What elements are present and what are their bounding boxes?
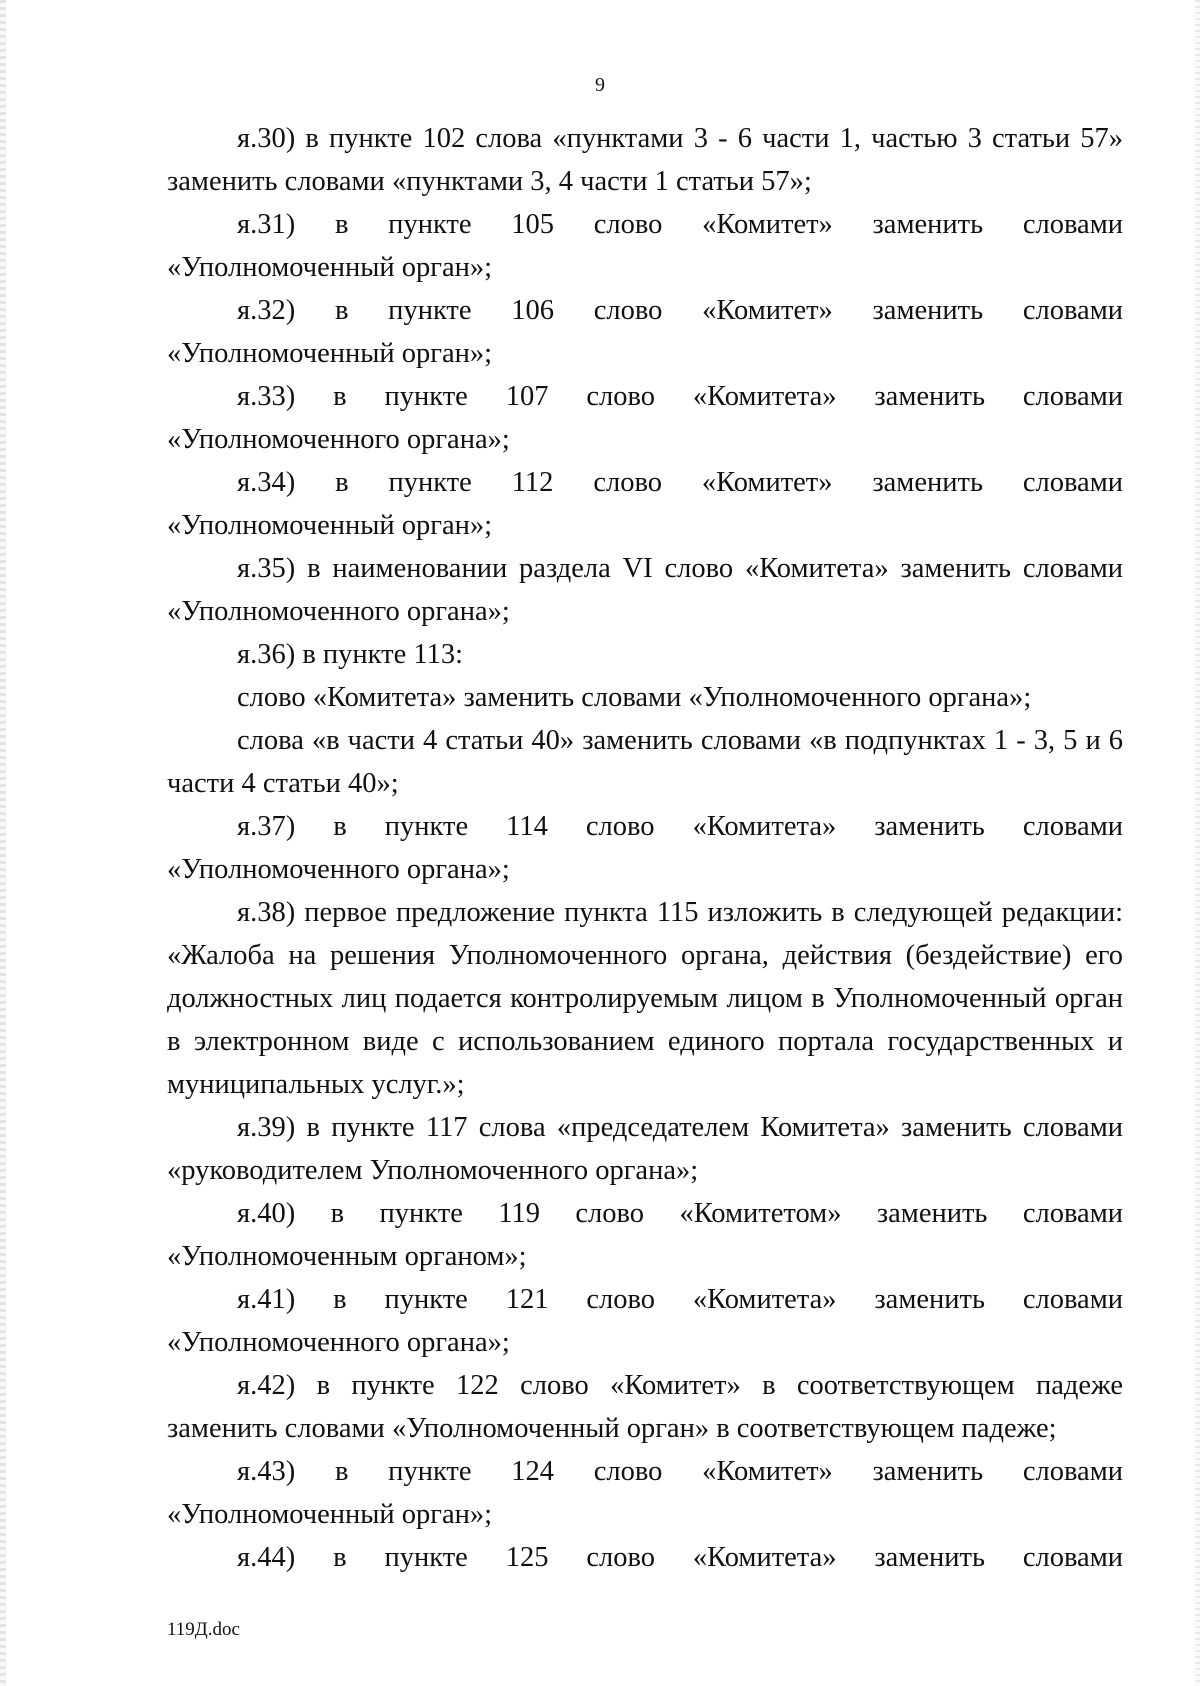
paragraph-34: я.34) в пункте 112 слово «Комитет» заменить словами «Уполномоченный орган»; [167,467,1123,541]
paragraph-37: я.37) в пункте 114 слово «Комитета» заменить словами «Уполномоченного органа»; [167,811,1123,885]
paragraph-39: я.39) в пункте 117 слова «председателем Комитета» заменить словами «руководителем Уполномоченного органа»; [167,1112,1123,1186]
scan-edge-right [1195,0,1200,1686]
page-number: 9 [595,74,605,96]
paragraph-41: я.41) в пункте 121 слово «Комитета» заменить словами «Уполномоченного органа»; [167,1284,1123,1358]
paragraph-44: я.44) в пункте 125 слово «Комитета» заменить словами [237,1542,1123,1573]
paragraph-32: я.32) в пункте 106 слово «Комитет» заменить словами «Уполномоченный орган»; [167,295,1123,369]
paragraph-43: я.43) в пункте 124 слово «Комитет» заменить словами «Уполномоченный орган»; [167,1456,1123,1530]
footer-filename: 119Д.doc [167,1619,240,1640]
paragraph-42: я.42) в пункте 122 слово «Комитет» в соответствующем падеже заменить словами «Уполномоченный орган» в соответствующем падеже; [167,1370,1123,1444]
document-body [167,117,1123,1579]
paragraph-35: я.35) в наименовании раздела VI слово «Комитета» заменить словами «Уполномоченного органа»; [167,553,1123,627]
paragraph-36-item-1: слово «Комитета» заменить словами «Уполномоченного органа»; [237,682,1032,713]
paragraph-38: я.38) первое предложение пункта 115 изложить в следующей редакции: «Жалоба на решения Уполномоченного органа, действия (бездействие) его должностных лиц подается контролируемым лицом в Уполномоченный орган в электронном виде с использованием единого портала государственных и муниципальных услуг.»; [167,897,1123,1100]
paragraph-36-item-2: слова «в части 4 статьи 40» заменить словами «в подпунктах 1 - 3, 5 и 6 части 4 статьи 40»; [167,725,1123,799]
scan-edge-left [0,0,6,1686]
paragraph-33: я.33) в пункте 107 слово «Комитета» заменить словами «Уполномоченного органа»; [167,381,1123,455]
paragraph-36: я.36) в пункте 113: [237,639,463,670]
paragraph-40: я.40) в пункте 119 слово «Комитетом» заменить словами «Уполномоченным органом»; [167,1198,1123,1272]
paragraph-31: я.31) в пункте 105 слово «Комитет» заменить словами «Уполномоченный орган»; [167,209,1123,283]
paragraph-30: я.30) в пункте 102 слова «пунктами 3 - 6 части 1, частью 3 статьи 57» заменить словами «пунктами 3, 4 части 1 статьи 57»; [167,123,1123,197]
